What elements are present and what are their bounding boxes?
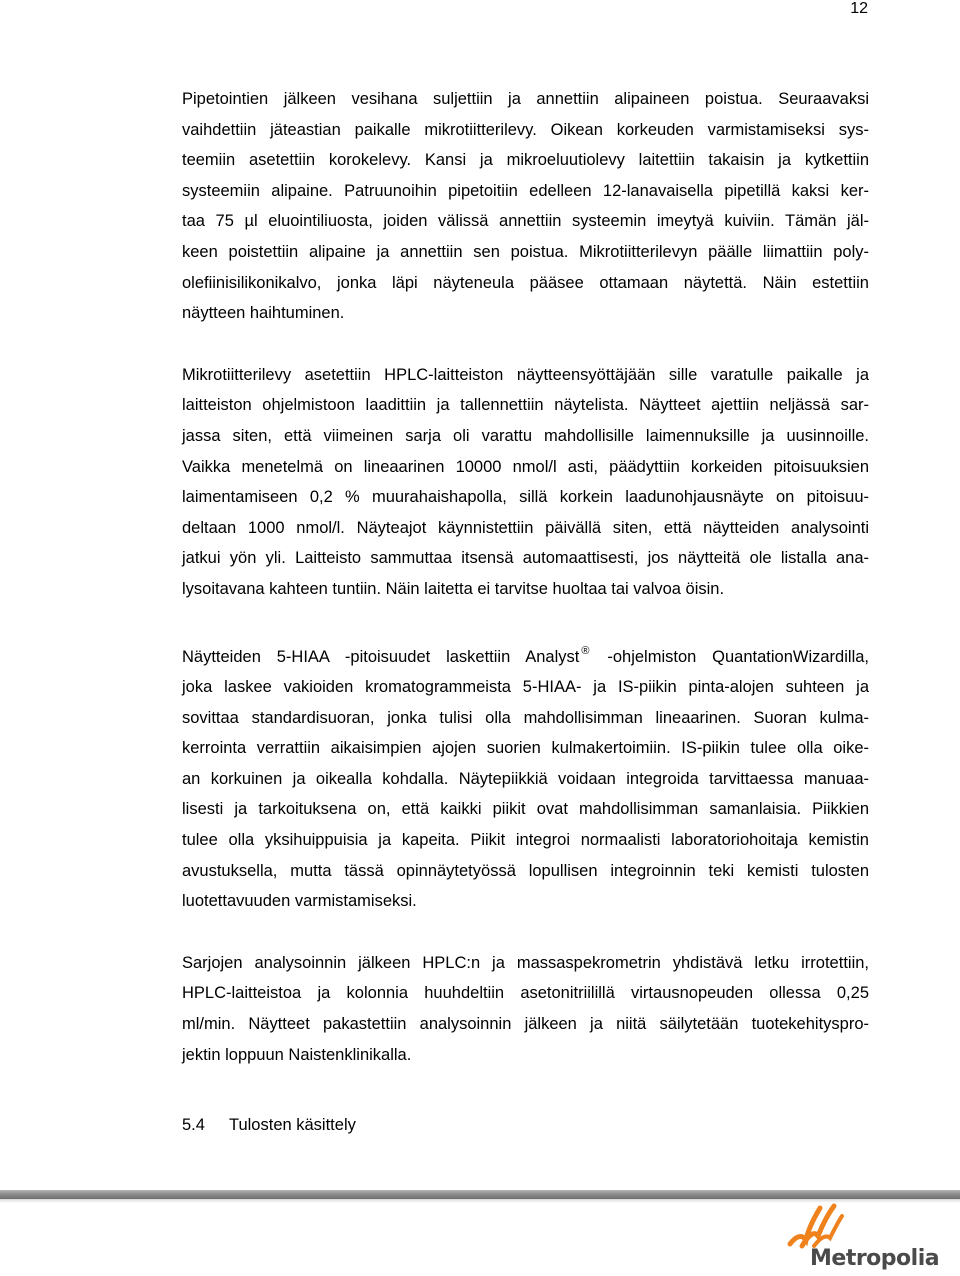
paragraph-line: avustuksella, mutta tässä opinnäytetyössä lopullisen integroinnin teki kemisti tulosten <box>182 861 869 880</box>
paragraph-2 <box>182 360 869 605</box>
paragraph-line <box>182 636 869 673</box>
paragraph-line: Pipetointien jälkeen vesihana suljettiin ja annettiin alipaineen poistua. Seuraavaksi <box>182 90 869 108</box>
paragraph-line: sovittaa standardisuoran, jonka tulisi olla mahdollisimman lineaarinen. Suoran kulma- <box>182 708 869 727</box>
paragraph-line: Vaikka menetelmä on lineaarinen 10000 nmol/l asti, päädyttiin korkeiden pitoisuuksien <box>182 457 869 476</box>
paragraph-line: tulee olla yksihuippuisia ja kapeita. Piikit integroi normaalisti laboratoriohoitaja kemistin <box>182 831 869 850</box>
paragraph-line: lysoitavana kahteen tuntiin. Näin laitetta ei tarvitse huoltaa tai valvoa öisin. <box>182 579 725 598</box>
section-heading <box>182 1110 356 1140</box>
paragraph-line: laimentamiseen 0,2 % muurahaishapolla, sillä korkein laadunohjausnäyte on pitoisuu- <box>182 488 869 507</box>
page-number: 12 <box>850 0 868 17</box>
paragraph-line: teemiin asetettiin korokelevy. Kansi ja mikroeluutiolevy laitettiin takaisin ja kytkettiin <box>182 151 869 170</box>
paragraph-3 <box>182 636 869 917</box>
paragraph-line: laitteiston ohjelmistoon laadittiin ja tallennettiin näytelista. Näytteet ajettiin neljässä sar- <box>182 396 869 415</box>
logo-text: Metropolia <box>810 1246 940 1271</box>
paragraph-line: jassa siten, että viimeinen sarja oli varattu mahdollisille laimennuksille ja uusinnoille. <box>182 426 869 445</box>
paragraph-line: an korkuinen ja oikealla kohdalla. Näytepiikkiä voidaan integroida tarvittaessa manuaa- <box>182 769 869 788</box>
paragraph-line: Sarjojen analysoinnin jälkeen HPLC:n ja massaspekrometrin yhdistävä letku irrotettiin, <box>182 953 869 972</box>
paragraph-line: deltaan 1000 nmol/l. Näyteajot käynnistettiin päivällä siten, että näytteiden analysointi <box>182 518 869 537</box>
paragraph-line: kerrointa verrattiin aikaisimpien ajojen suorien kulmakertoimiin. IS-piikin tulee olla oike- <box>182 739 869 758</box>
paragraph-line: Mikrotiitterilevy asetettiin HPLC-laitteiston näytteensyöttäjään sille varatulle paikalle ja <box>182 365 869 384</box>
paragraph-1 <box>182 84 869 329</box>
footer-bar <box>0 1190 960 1199</box>
paragraph-line: luotettavuuden varmistamiseksi. <box>182 892 417 911</box>
paragraph-line: jektin loppuun Naistenklinikalla. <box>182 1045 412 1064</box>
registered-mark: ® <box>581 644 590 657</box>
paragraph-line: lisesti ja tarkoituksena on, että kaikki piikit ovat mahdollisimman samanlaisia. Piikkien <box>182 800 869 819</box>
paragraph-line: HPLC-laitteistoa ja kolonnia huuhdeltiin asetonitriilillä virtausnopeuden ollessa 0,25 <box>182 984 869 1003</box>
paragraph-line: vaihdettiin jäteastian paikalle mikrotiitterilevy. Oikean korkeuden varmistamiseksi sys- <box>182 120 869 139</box>
paragraph-line: keen poistettiin alipaine ja annettiin sen poistua. Mikrotiitterilevyn päälle liimattiin poly- <box>182 242 869 261</box>
paragraph-line: ml/min. Näytteet pakastettiin analysoinnin jälkeen ja niitä säilytetään tuotekehityspro- <box>182 1015 869 1034</box>
paragraph-line: jatkui yön yli. Laitteisto sammuttaa itsensä automaattisesti, jos näytteitä ole listalla ana- <box>182 549 869 568</box>
section-number: 5.4 <box>182 1116 205 1134</box>
paragraph-line: olefiinisilikonikalvo, jonka läpi näyteneula pääsee ottamaan näytettä. Näin estettiin <box>182 273 869 292</box>
section-title: Tulosten käsittely <box>229 1116 356 1134</box>
first-line-end: -ohjelmiston QuantationWizardilla, <box>591 647 869 666</box>
paragraph-4 <box>182 948 869 1070</box>
paragraph-line: systeemiin alipaine. Patruunoihin pipetoitiin edelleen 12-lanavaisella pipetillä kaksi ker- <box>182 181 869 200</box>
paragraph-line: joka laskee vakioiden kromatogrammeista 5-HIAA- ja IS-piikin pinta-alojen suhteen ja <box>182 678 869 697</box>
paragraph-line: näytteen haihtuminen. <box>182 304 345 323</box>
document-body <box>182 84 869 1101</box>
first-line-start: Näytteiden 5-HIAA -pitoisuudet laskettiin Analyst <box>182 647 580 666</box>
paragraph-line: taa 75 µl eluointiliuosta, joiden välissä annettiin systeemin imeytyä kuiviin. Tämän jäl- <box>182 212 869 231</box>
